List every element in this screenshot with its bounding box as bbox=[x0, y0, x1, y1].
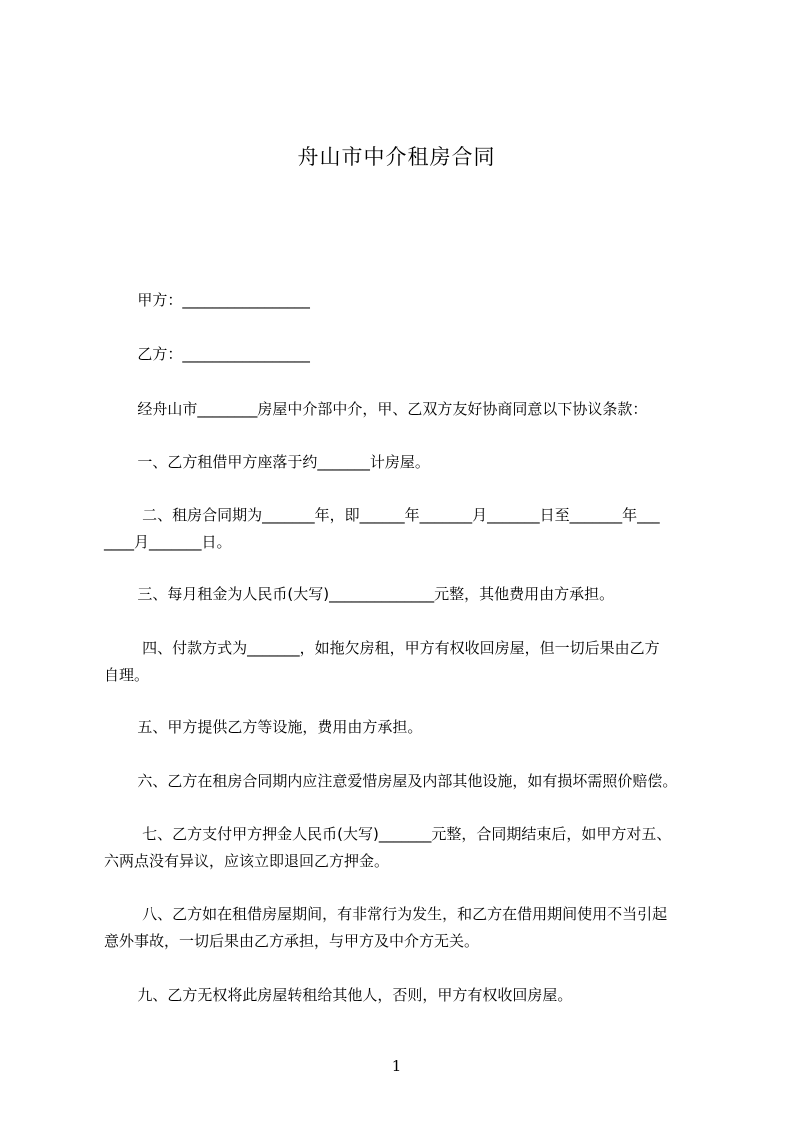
clause-8-line-1: 八、乙方如在租借房屋期间，有非常行为发生，和乙方在借用期间使用不当引起 bbox=[104, 905, 668, 923]
clause-4-line-2: 自理。 bbox=[104, 666, 150, 684]
clause-5: 五、甲方提供乙方等设施，费用由方承担。 bbox=[104, 718, 423, 736]
clause-4-line-1: 四、付款方式为_______，如拖欠房租，甲方有权收回房屋，但一切后果由乙方 bbox=[104, 639, 660, 657]
party-b-line: 乙方：_________________ bbox=[104, 345, 310, 363]
clause-2-line-1: 二、租房合同期为_______年，即______年_______月_______日至_______年___ bbox=[104, 506, 660, 524]
page-number: 1 bbox=[391, 1057, 402, 1075]
page-title: 舟山市中介租房合同 bbox=[297, 145, 496, 169]
party-a-line: 甲方：_________________ bbox=[104, 291, 310, 309]
intro-paragraph: 经舟山市________房屋中介部中介，甲、乙双方友好协商同意以下协议条款： bbox=[104, 400, 648, 418]
clause-3: 三、每月租金为人民币(大写)______________元整，其他费用由方承担。 bbox=[104, 585, 615, 603]
clause-2-line-2: ____月_______日。 bbox=[104, 533, 232, 551]
clause-1: 一、乙方租借甲方座落于约_______计房屋。 bbox=[104, 453, 430, 471]
clause-8-line-2: 意外事故，一切后果由乙方承担，与甲方及中介方无关。 bbox=[104, 932, 480, 950]
clause-6: 六、乙方在租房合同期内应注意爱惜房屋及内部其他设施，如有损坏需照价赔偿。 bbox=[104, 772, 678, 790]
clause-7-line-1: 七、乙方支付甲方押金人民币(大写)_______元整，合同期结束后，如甲方对五、 bbox=[104, 825, 672, 843]
clause-9: 九、乙方无权将此房屋转租给其他人，否则，甲方有权收回房屋。 bbox=[104, 986, 573, 1004]
clause-7-line-2: 六两点没有异议，应该立即退回乙方押金。 bbox=[104, 852, 390, 870]
